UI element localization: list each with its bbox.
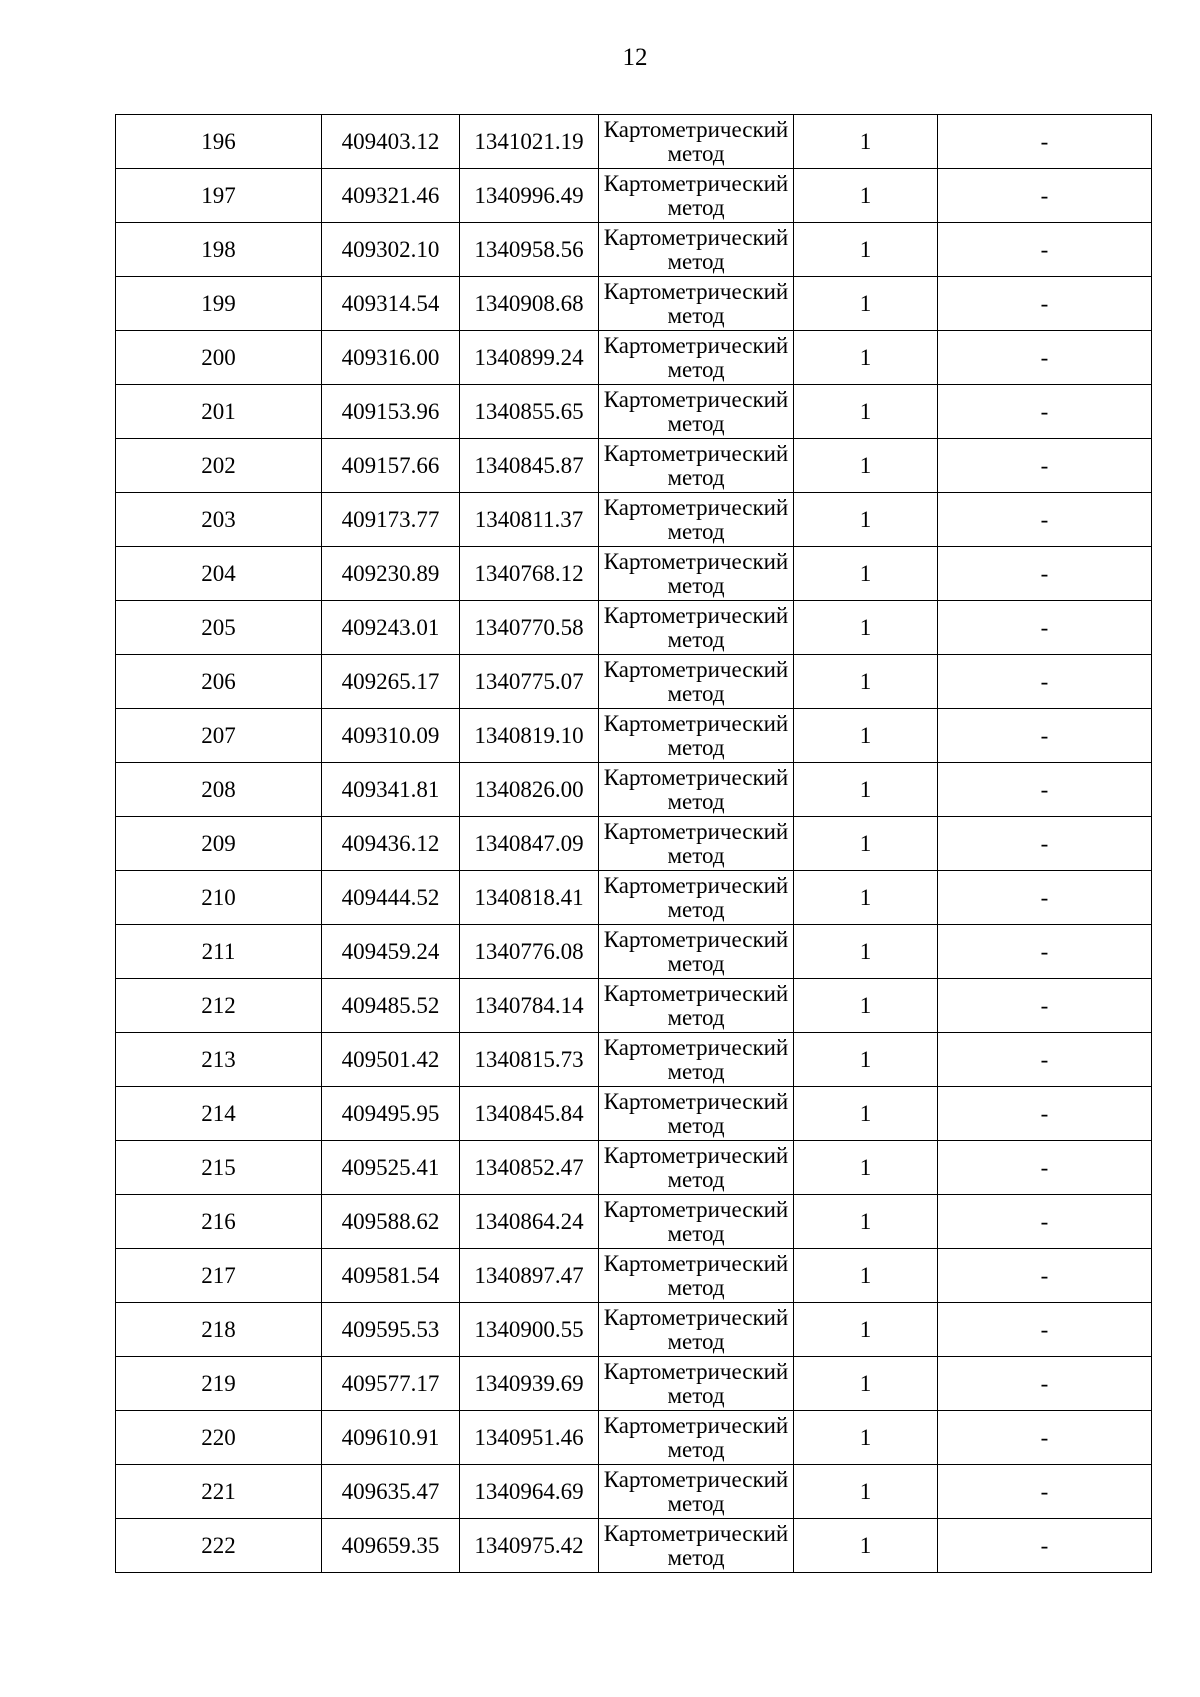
method-cell	[599, 1411, 794, 1465]
note-cell: -	[938, 223, 1152, 277]
method-text: метод	[667, 734, 725, 760]
point-number-cell: 202	[116, 439, 322, 493]
method-text: метод	[667, 626, 725, 652]
point-number-cell: 199	[116, 277, 322, 331]
method-text: Картометрический	[603, 494, 789, 520]
table-row	[116, 1195, 1152, 1249]
coordinates-table	[115, 114, 1152, 1573]
table-row	[116, 385, 1152, 439]
method-text: Картометрический	[603, 116, 789, 142]
table-row	[116, 493, 1152, 547]
method-text: метод	[667, 572, 725, 598]
x-coordinate-cell: 409595.53	[322, 1303, 460, 1357]
note-cell: -	[938, 547, 1152, 601]
method-cell	[599, 601, 794, 655]
method-cell	[599, 1357, 794, 1411]
accuracy-cell: 1	[794, 493, 938, 547]
y-coordinate-cell: 1340775.07	[460, 655, 599, 709]
method-cell	[599, 817, 794, 871]
table-row	[116, 223, 1152, 277]
table-row	[116, 1411, 1152, 1465]
note-cell: -	[938, 979, 1152, 1033]
table-row	[116, 1141, 1152, 1195]
table-row	[116, 1303, 1152, 1357]
note-cell: -	[938, 169, 1152, 223]
x-coordinate-cell: 409173.77	[322, 493, 460, 547]
y-coordinate-cell: 1340958.56	[460, 223, 599, 277]
y-coordinate-cell: 1340951.46	[460, 1411, 599, 1465]
y-coordinate-cell: 1340815.73	[460, 1033, 599, 1087]
method-text: Картометрический	[603, 602, 789, 628]
x-coordinate-cell: 409302.10	[322, 223, 460, 277]
y-coordinate-cell: 1340847.09	[460, 817, 599, 871]
point-number-cell: 207	[116, 709, 322, 763]
y-coordinate-cell: 1341021.19	[460, 115, 599, 169]
method-text: Картометрический	[603, 1250, 789, 1276]
point-number-cell: 198	[116, 223, 322, 277]
note-cell: -	[938, 1519, 1152, 1573]
note-cell: -	[938, 277, 1152, 331]
y-coordinate-cell: 1340899.24	[460, 331, 599, 385]
y-coordinate-cell: 1340996.49	[460, 169, 599, 223]
x-coordinate-cell: 409403.12	[322, 115, 460, 169]
note-cell: -	[938, 1303, 1152, 1357]
point-number-cell: 216	[116, 1195, 322, 1249]
point-number-cell: 217	[116, 1249, 322, 1303]
method-text: метод	[667, 680, 725, 706]
x-coordinate-cell: 409444.52	[322, 871, 460, 925]
accuracy-cell: 1	[794, 1087, 938, 1141]
method-cell	[599, 1033, 794, 1087]
x-coordinate-cell: 409525.41	[322, 1141, 460, 1195]
point-number-cell: 203	[116, 493, 322, 547]
method-cell	[599, 1303, 794, 1357]
method-text: метод	[667, 1490, 725, 1516]
method-text: Картометрический	[603, 1088, 789, 1114]
accuracy-cell: 1	[794, 1195, 938, 1249]
method-cell	[599, 1087, 794, 1141]
method-text: Картометрический	[603, 1466, 789, 1492]
method-cell	[599, 1195, 794, 1249]
method-text: Картометрический	[603, 224, 789, 250]
point-number-cell: 222	[116, 1519, 322, 1573]
method-text: Картометрический	[603, 548, 789, 574]
method-text: метод	[667, 788, 725, 814]
method-cell	[599, 655, 794, 709]
method-text: метод	[667, 1166, 725, 1192]
method-text: Картометрический	[603, 656, 789, 682]
method-cell	[599, 1465, 794, 1519]
table-row	[116, 277, 1152, 331]
accuracy-cell: 1	[794, 385, 938, 439]
page-number: 12	[622, 44, 648, 71]
y-coordinate-cell: 1340768.12	[460, 547, 599, 601]
point-number-cell: 201	[116, 385, 322, 439]
x-coordinate-cell: 409230.89	[322, 547, 460, 601]
point-number-cell: 208	[116, 763, 322, 817]
note-cell: -	[938, 1249, 1152, 1303]
method-cell	[599, 709, 794, 763]
point-number-cell: 206	[116, 655, 322, 709]
y-coordinate-cell: 1340908.68	[460, 277, 599, 331]
method-cell	[599, 1249, 794, 1303]
method-text: Картометрический	[603, 170, 789, 196]
method-text: метод	[667, 1544, 725, 1570]
accuracy-cell: 1	[794, 1357, 938, 1411]
y-coordinate-cell: 1340964.69	[460, 1465, 599, 1519]
method-text: метод	[667, 518, 725, 544]
x-coordinate-cell: 409310.09	[322, 709, 460, 763]
note-cell: -	[938, 1195, 1152, 1249]
x-coordinate-cell: 409659.35	[322, 1519, 460, 1573]
method-cell	[599, 547, 794, 601]
accuracy-cell: 1	[794, 1249, 938, 1303]
method-cell	[599, 493, 794, 547]
y-coordinate-cell: 1340784.14	[460, 979, 599, 1033]
note-cell: -	[938, 925, 1152, 979]
y-coordinate-cell: 1340845.87	[460, 439, 599, 493]
y-coordinate-cell: 1340826.00	[460, 763, 599, 817]
y-coordinate-cell: 1340811.37	[460, 493, 599, 547]
table-row	[116, 1357, 1152, 1411]
note-cell: -	[938, 115, 1152, 169]
method-text: Картометрический	[603, 926, 789, 952]
x-coordinate-cell: 409157.66	[322, 439, 460, 493]
x-coordinate-cell: 409321.46	[322, 169, 460, 223]
method-text: Картометрический	[603, 710, 789, 736]
x-coordinate-cell: 409610.91	[322, 1411, 460, 1465]
note-cell: -	[938, 817, 1152, 871]
point-number-cell: 220	[116, 1411, 322, 1465]
x-coordinate-cell: 409314.54	[322, 277, 460, 331]
x-coordinate-cell: 409588.62	[322, 1195, 460, 1249]
coordinates-table-body	[116, 115, 1152, 1573]
method-text: метод	[667, 140, 725, 166]
method-text: метод	[667, 248, 725, 274]
method-text: метод	[667, 1004, 725, 1030]
note-cell: -	[938, 1033, 1152, 1087]
method-text: метод	[667, 896, 725, 922]
method-text: Картометрический	[603, 332, 789, 358]
point-number-cell: 200	[116, 331, 322, 385]
table-row	[116, 817, 1152, 871]
point-number-cell: 218	[116, 1303, 322, 1357]
x-coordinate-cell: 409501.42	[322, 1033, 460, 1087]
table-row	[116, 169, 1152, 223]
table-row	[116, 115, 1152, 169]
method-text: Картометрический	[603, 818, 789, 844]
x-coordinate-cell: 409495.95	[322, 1087, 460, 1141]
method-cell	[599, 871, 794, 925]
y-coordinate-cell: 1340845.84	[460, 1087, 599, 1141]
method-cell	[599, 1519, 794, 1573]
method-cell	[599, 763, 794, 817]
method-text: Картометрический	[603, 872, 789, 898]
method-cell	[599, 439, 794, 493]
point-number-cell: 213	[116, 1033, 322, 1087]
note-cell: -	[938, 1141, 1152, 1195]
accuracy-cell: 1	[794, 1303, 938, 1357]
method-text: метод	[667, 1112, 725, 1138]
note-cell: -	[938, 1357, 1152, 1411]
method-text: Картометрический	[603, 1520, 789, 1546]
note-cell: -	[938, 1087, 1152, 1141]
method-text: Картометрический	[603, 1412, 789, 1438]
method-text: метод	[667, 464, 725, 490]
method-text: метод	[667, 356, 725, 382]
y-coordinate-cell: 1340770.58	[460, 601, 599, 655]
x-coordinate-cell: 409436.12	[322, 817, 460, 871]
x-coordinate-cell: 409635.47	[322, 1465, 460, 1519]
method-cell	[599, 331, 794, 385]
accuracy-cell: 1	[794, 1519, 938, 1573]
method-text: Картометрический	[603, 1358, 789, 1384]
method-text: Картометрический	[603, 1034, 789, 1060]
method-cell	[599, 115, 794, 169]
table-row	[116, 763, 1152, 817]
table-row	[116, 601, 1152, 655]
table-row	[116, 709, 1152, 763]
method-text: метод	[667, 950, 725, 976]
accuracy-cell: 1	[794, 709, 938, 763]
method-text: метод	[667, 842, 725, 868]
x-coordinate-cell: 409243.01	[322, 601, 460, 655]
accuracy-cell: 1	[794, 655, 938, 709]
y-coordinate-cell: 1340897.47	[460, 1249, 599, 1303]
note-cell: -	[938, 331, 1152, 385]
x-coordinate-cell: 409459.24	[322, 925, 460, 979]
note-cell: -	[938, 871, 1152, 925]
y-coordinate-cell: 1340852.47	[460, 1141, 599, 1195]
method-text: Картометрический	[603, 980, 789, 1006]
method-cell	[599, 385, 794, 439]
method-text: Картометрический	[603, 386, 789, 412]
method-text: Картометрический	[603, 278, 789, 304]
accuracy-cell: 1	[794, 1033, 938, 1087]
y-coordinate-cell: 1340855.65	[460, 385, 599, 439]
y-coordinate-cell: 1340776.08	[460, 925, 599, 979]
method-text: метод	[667, 410, 725, 436]
table-row	[116, 655, 1152, 709]
method-text: Картометрический	[603, 440, 789, 466]
table-row	[116, 1033, 1152, 1087]
point-number-cell: 209	[116, 817, 322, 871]
note-cell: -	[938, 439, 1152, 493]
accuracy-cell: 1	[794, 763, 938, 817]
accuracy-cell: 1	[794, 979, 938, 1033]
point-number-cell: 211	[116, 925, 322, 979]
x-coordinate-cell: 409316.00	[322, 331, 460, 385]
table-row	[116, 1087, 1152, 1141]
method-text: Картометрический	[603, 1142, 789, 1168]
table-row	[116, 925, 1152, 979]
note-cell: -	[938, 709, 1152, 763]
method-text: метод	[667, 1328, 725, 1354]
point-number-cell: 205	[116, 601, 322, 655]
x-coordinate-cell: 409581.54	[322, 1249, 460, 1303]
note-cell: -	[938, 385, 1152, 439]
accuracy-cell: 1	[794, 331, 938, 385]
y-coordinate-cell: 1340900.55	[460, 1303, 599, 1357]
accuracy-cell: 1	[794, 169, 938, 223]
note-cell: -	[938, 1465, 1152, 1519]
x-coordinate-cell: 409485.52	[322, 979, 460, 1033]
note-cell: -	[938, 763, 1152, 817]
x-coordinate-cell: 409265.17	[322, 655, 460, 709]
accuracy-cell: 1	[794, 601, 938, 655]
y-coordinate-cell: 1340818.41	[460, 871, 599, 925]
note-cell: -	[938, 493, 1152, 547]
method-text: метод	[667, 302, 725, 328]
note-cell: -	[938, 601, 1152, 655]
table-row	[116, 871, 1152, 925]
accuracy-cell: 1	[794, 115, 938, 169]
method-cell	[599, 169, 794, 223]
accuracy-cell: 1	[794, 871, 938, 925]
note-cell: -	[938, 1411, 1152, 1465]
method-text: Картометрический	[603, 1196, 789, 1222]
method-text: метод	[667, 1436, 725, 1462]
note-cell: -	[938, 655, 1152, 709]
method-text: метод	[667, 1058, 725, 1084]
point-number-cell: 210	[116, 871, 322, 925]
point-number-cell: 215	[116, 1141, 322, 1195]
point-number-cell: 212	[116, 979, 322, 1033]
x-coordinate-cell: 409153.96	[322, 385, 460, 439]
y-coordinate-cell: 1340939.69	[460, 1357, 599, 1411]
point-number-cell: 214	[116, 1087, 322, 1141]
accuracy-cell: 1	[794, 547, 938, 601]
table-row	[116, 439, 1152, 493]
accuracy-cell: 1	[794, 277, 938, 331]
method-cell	[599, 1141, 794, 1195]
y-coordinate-cell: 1340975.42	[460, 1519, 599, 1573]
accuracy-cell: 1	[794, 1141, 938, 1195]
method-text: Картометрический	[603, 764, 789, 790]
point-number-cell: 204	[116, 547, 322, 601]
point-number-cell: 219	[116, 1357, 322, 1411]
table-row	[116, 547, 1152, 601]
table-row	[116, 331, 1152, 385]
accuracy-cell: 1	[794, 1411, 938, 1465]
method-text: метод	[667, 194, 725, 220]
table-row	[116, 1465, 1152, 1519]
point-number-cell: 197	[116, 169, 322, 223]
method-text: Картометрический	[603, 1304, 789, 1330]
method-cell	[599, 925, 794, 979]
method-cell	[599, 979, 794, 1033]
accuracy-cell: 1	[794, 223, 938, 277]
method-cell	[599, 223, 794, 277]
x-coordinate-cell: 409577.17	[322, 1357, 460, 1411]
table-row	[116, 979, 1152, 1033]
point-number-cell: 196	[116, 115, 322, 169]
point-number-cell: 221	[116, 1465, 322, 1519]
y-coordinate-cell: 1340864.24	[460, 1195, 599, 1249]
accuracy-cell: 1	[794, 817, 938, 871]
y-coordinate-cell: 1340819.10	[460, 709, 599, 763]
method-cell	[599, 277, 794, 331]
table-row	[116, 1249, 1152, 1303]
accuracy-cell: 1	[794, 1465, 938, 1519]
method-text: метод	[667, 1382, 725, 1408]
method-text: метод	[667, 1220, 725, 1246]
x-coordinate-cell: 409341.81	[322, 763, 460, 817]
accuracy-cell: 1	[794, 925, 938, 979]
method-text: метод	[667, 1274, 725, 1300]
table-row	[116, 1519, 1152, 1573]
accuracy-cell: 1	[794, 439, 938, 493]
